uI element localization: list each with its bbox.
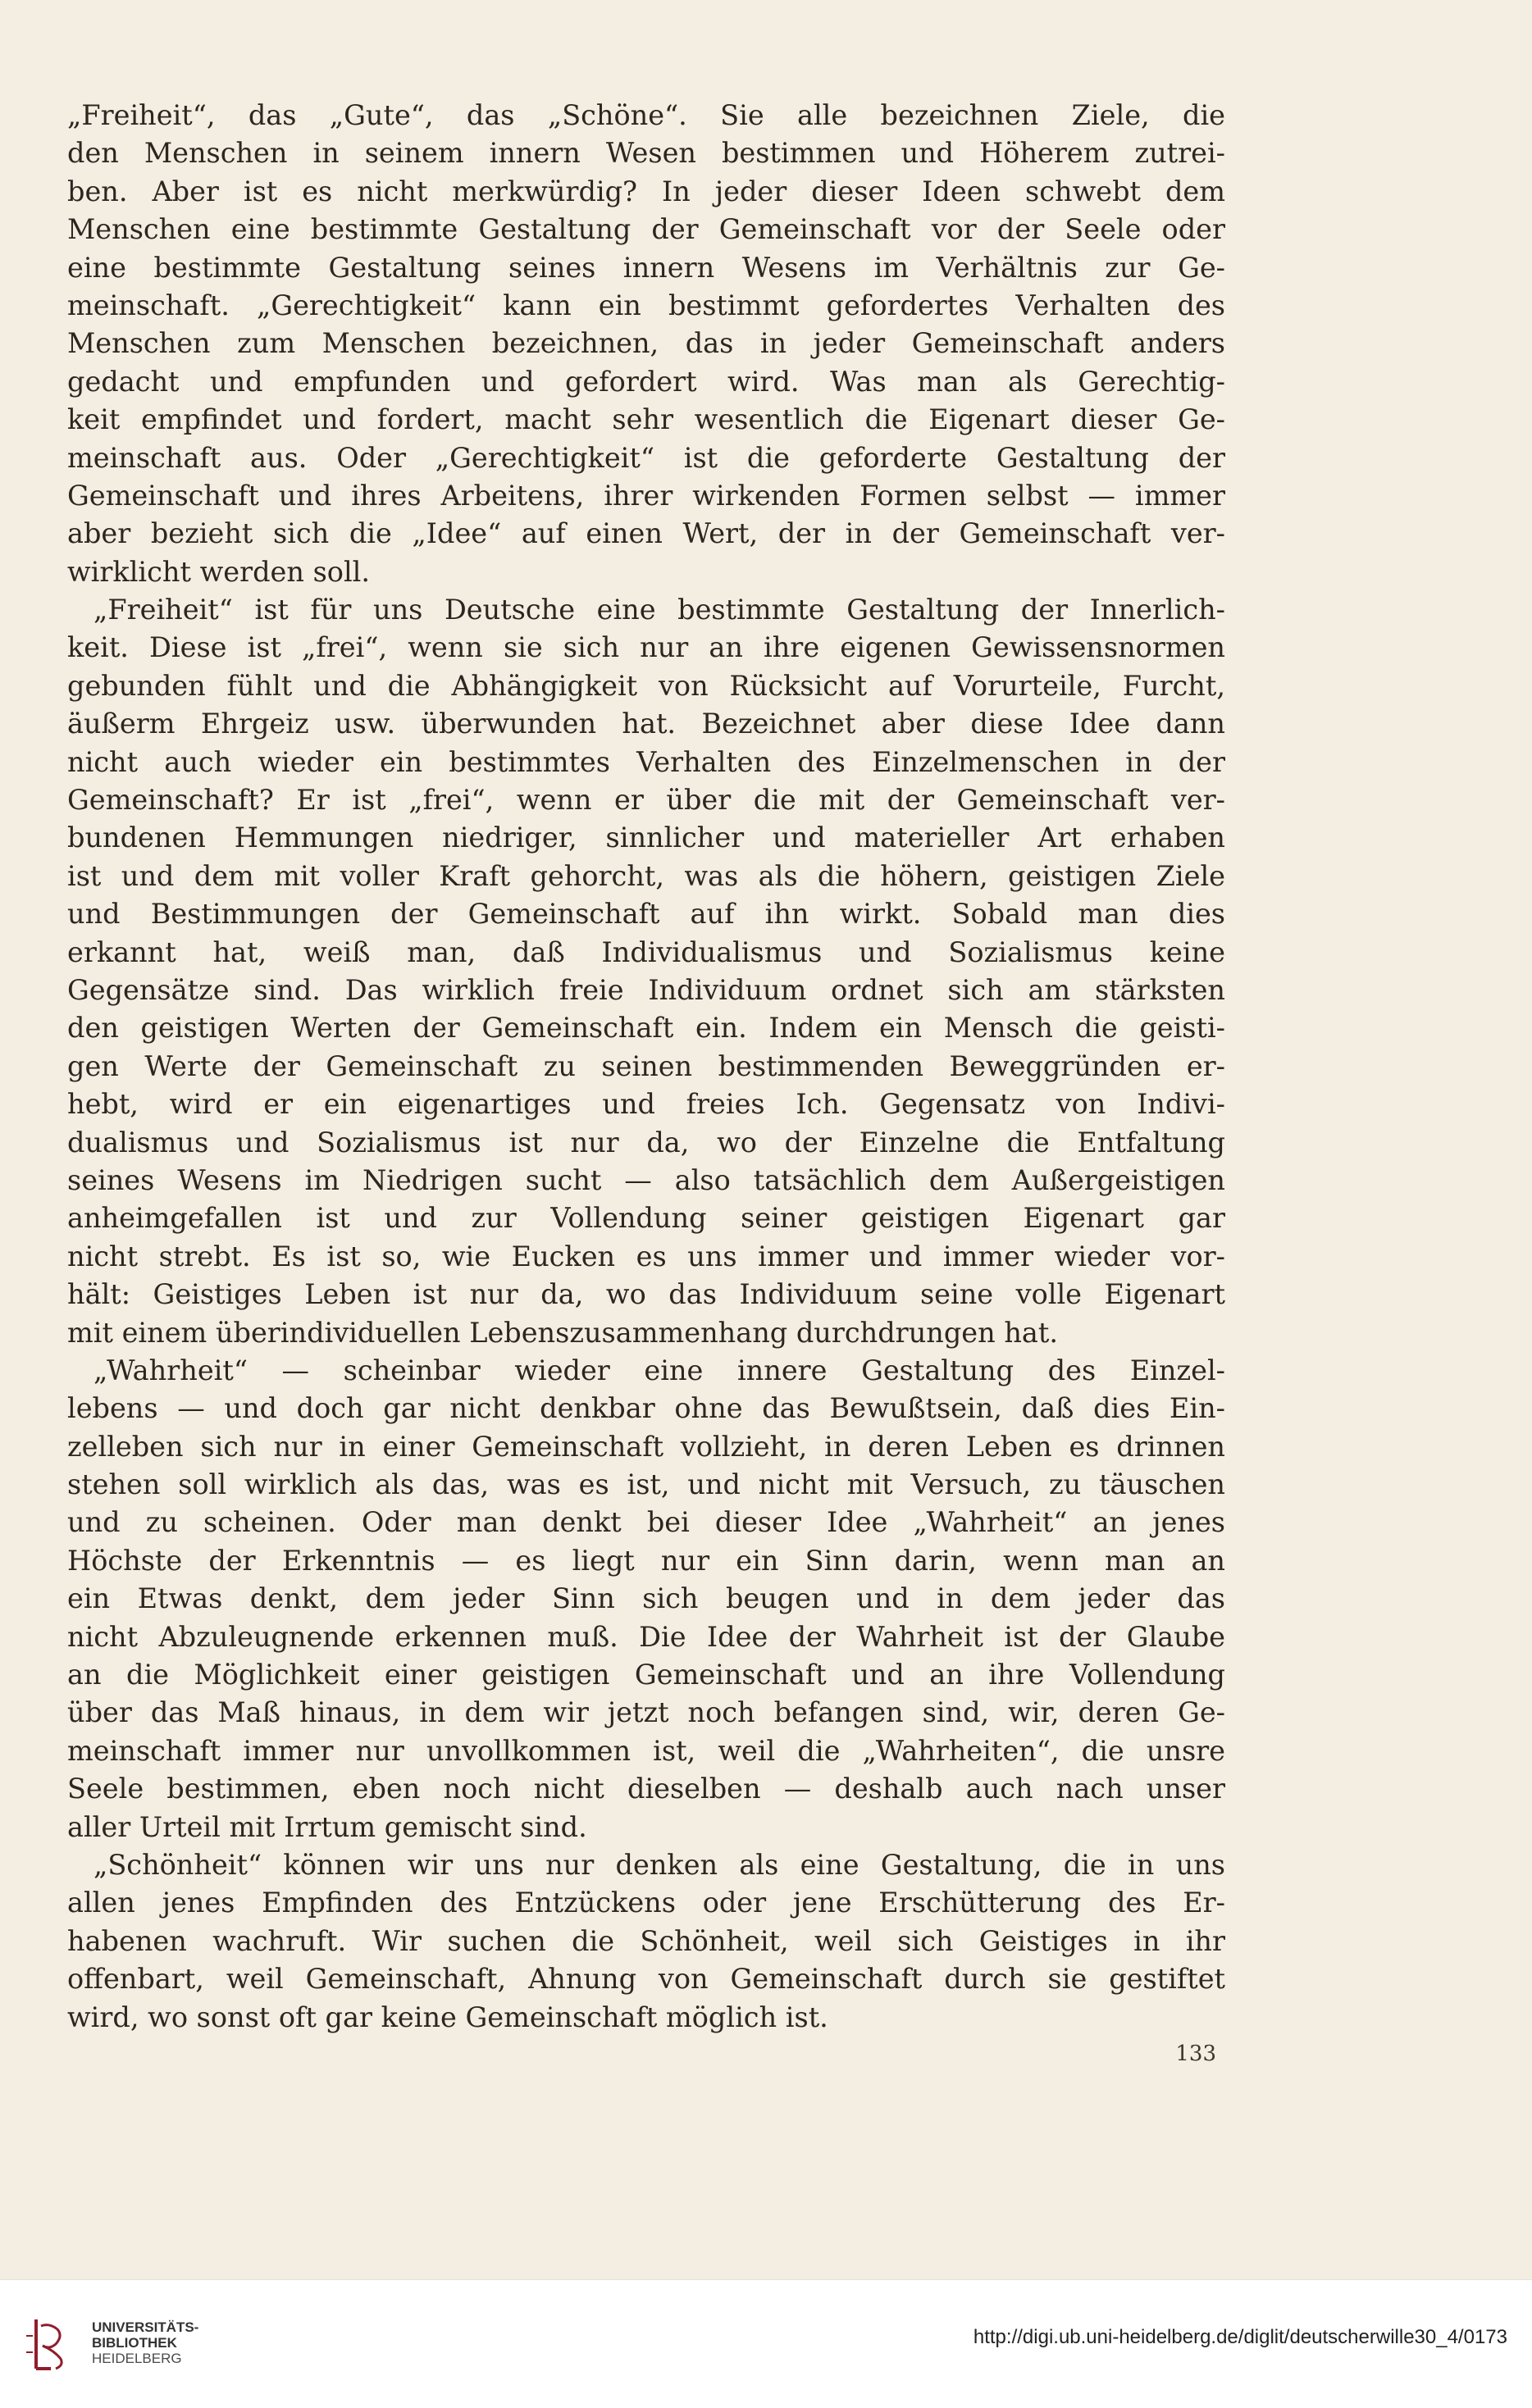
text-line: allen jenes Empfinden des Entzückens oder jene Erschütterung des Er- bbox=[67, 1887, 1225, 1919]
text-line: nicht auch wieder ein bestimmtes Verhalten des Einzelmenschen in der bbox=[67, 745, 1225, 778]
text-line: eine bestimmte Gestaltung seines innern Wesens im Verhältnis zur Ge- bbox=[67, 251, 1225, 284]
text-line: Menschen zum Menschen bezeichnen, das in jeder Gemeinschaft anders bbox=[67, 327, 1225, 360]
text-line: mit einem überindividuellen Lebenszusammenhang durchdrungen hat. bbox=[67, 1316, 1058, 1349]
text-line: keit empfindet und fordert, macht sehr wesentlich die Eigenart dieser Ge- bbox=[67, 403, 1225, 436]
text-line: meinschaft aus. Oder „Gerechtigkeit“ ist die geforderte Gestaltung der bbox=[67, 441, 1225, 474]
text-line: Gegensätze sind. Das wirklich freie Individuum ordnet sich am stärksten bbox=[67, 973, 1225, 1006]
text-line: Gemeinschaft und ihres Arbeitens, ihrer wirkenden Formen selbst — immer bbox=[67, 479, 1225, 512]
text-line: habenen wachruft. Wir suchen die Schönheit, weil sich Geistiges in ihr bbox=[67, 1924, 1225, 1957]
text-line: stehen soll wirklich als das, was es ist, und nicht mit Versuch, zu täuschen bbox=[67, 1468, 1225, 1501]
text-line: gedacht und empfunden und gefordert wird. Was man als Gerechtig- bbox=[67, 365, 1225, 398]
text-line: Seele bestimmen, eben noch nicht dieselben — deshalb auch nach unser bbox=[67, 1773, 1225, 1805]
page-number: 133 bbox=[1175, 2042, 1216, 2066]
text-line: meinschaft. „Gerechtigkeit“ kann ein bestimmt gefordertes Verhalten des bbox=[67, 289, 1225, 321]
library-name-line2: BIBLIOTHEK bbox=[92, 2335, 177, 2351]
text-line: seines Wesens im Niedrigen sucht — also tatsächlich dem Außergeistigen bbox=[67, 1163, 1225, 1196]
text-line: offenbart, weil Gemeinschaft, Ahnung von Gemeinschaft durch sie gestiftet bbox=[67, 1963, 1225, 1996]
library-name-line3: HEIDELBERG bbox=[92, 2351, 182, 2366]
text-line: dualismus und Sozialismus ist nur da, wo der Einzelne die Entfaltung bbox=[67, 1126, 1225, 1158]
text-line: und Bestimmungen der Gemeinschaft auf ihn wirkt. Sobald man dies bbox=[67, 898, 1225, 931]
text-line: zelleben sich nur in einer Gemeinschaft vollzieht, in deren Leben es drinnen bbox=[67, 1430, 1225, 1463]
text-line: ein Etwas denkt, dem jeder Sinn sich beugen und in dem jeder das bbox=[67, 1582, 1225, 1615]
text-line: erkannt hat, weiß man, daß Individualismus und Sozialismus keine bbox=[67, 935, 1225, 968]
text-line: hebt, wird er ein eigenartiges und freies Ich. Gegensatz von Indivi- bbox=[67, 1088, 1225, 1121]
text-line: gebunden fühlt und die Abhängigkeit von Rücksicht auf Vorurteile, Furcht, bbox=[67, 669, 1225, 702]
text-line: Gemeinschaft? Er ist „frei“, wenn er über die mit der Gemeinschaft ver- bbox=[67, 784, 1225, 817]
source-url[interactable]: http://digi.ub.uni-heidelberg.de/diglit/deutscherwille30_4/0173 bbox=[973, 2326, 1507, 2348]
text-line: und zu scheinen. Oder man denkt bei dieser Idee „Wahrheit“ an jenes bbox=[67, 1506, 1225, 1539]
text-line: anheimgefallen ist und zur Vollendung seiner geistigen Eigenart gar bbox=[67, 1202, 1225, 1235]
text-line: den geistigen Werten der Gemeinschaft ein. Indem ein Mensch die geisti- bbox=[67, 1012, 1225, 1045]
text-line: aber bezieht sich die „Idee“ auf einen Wert, der in der Gemeinschaft ver- bbox=[67, 517, 1225, 550]
text-line: „Freiheit“ ist für uns Deutsche eine bestimmte Gestaltung der Innerlich- bbox=[93, 594, 1225, 626]
text-line: äußerm Ehrgeiz usw. überwunden hat. Bezeichnet aber diese Idee dann bbox=[67, 708, 1225, 740]
text-line: wirklicht werden soll. bbox=[67, 555, 371, 588]
text-line: Menschen eine bestimmte Gestaltung der Gemeinschaft vor der Seele oder bbox=[67, 213, 1225, 246]
text-line: wird, wo sonst oft gar keine Gemeinschaft möglich ist. bbox=[67, 2001, 828, 2033]
text-line: lebens — und doch gar nicht denkbar ohne das Bewußtsein, daß dies Ein- bbox=[67, 1392, 1225, 1425]
text-line: bundenen Hemmungen niedriger, sinnlicher und materieller Art erhaben bbox=[67, 822, 1225, 854]
text-line: ist und dem mit voller Kraft gehorcht, was als die höhern, geistigen Ziele bbox=[67, 859, 1225, 892]
heidelberg-library-logo bbox=[18, 2311, 85, 2378]
text-line: nicht strebt. Es ist so, wie Eucken es uns immer und immer wieder vor- bbox=[67, 1240, 1225, 1272]
text-line: gen Werte der Gemeinschaft zu seinen bestimmenden Beweggründen er- bbox=[67, 1049, 1225, 1082]
text-line: keit. Diese ist „frei“, wenn sie sich nur an ihre eigenen Gewissensnormen bbox=[67, 631, 1225, 664]
body-text bbox=[67, 97, 1225, 2037]
text-line: ben. Aber ist es nicht merkwürdig? In jeder dieser Ideen schwebt dem bbox=[67, 175, 1225, 207]
library-name bbox=[92, 2319, 198, 2366]
text-line: an die Möglichkeit einer geistigen Gemeinschaft und an ihre Vollendung bbox=[67, 1659, 1225, 1691]
text-line: nicht Abzuleugnende erkennen muß. Die Idee der Wahrheit ist der Glaube bbox=[67, 1620, 1225, 1653]
text-line: „Freiheit“, das „Gute“, das „Schöne“. Sie alle bezeichnen Ziele, die bbox=[67, 99, 1225, 131]
text-line: „Schönheit“ können wir uns nur denken als eine Gestaltung, die in uns bbox=[93, 1848, 1225, 1881]
library-name-line1: UNIVERSITÄTS- bbox=[92, 2319, 199, 2335]
text-line: hält: Geistiges Leben ist nur da, wo das Individuum seine volle Eigenart bbox=[67, 1278, 1225, 1311]
text-line: über das Maß hinaus, in dem wir jetzt noch befangen sind, wir, deren Ge- bbox=[67, 1696, 1225, 1729]
text-line: Höchste der Erkenntnis — es liegt nur ein Sinn darin, wenn man an bbox=[67, 1544, 1225, 1577]
footer-bar bbox=[0, 2279, 1532, 2408]
text-line: aller Urteil mit Irrtum gemischt sind. bbox=[67, 1810, 587, 1843]
text-line: meinschaft immer nur unvollkommen ist, weil die „Wahrheiten“, die unsre bbox=[67, 1734, 1225, 1767]
text-line: „Wahrheit“ — scheinbar wieder eine innere Gestaltung des Einzel- bbox=[93, 1354, 1225, 1386]
text-line: den Menschen in seinem innern Wesen bestimmen und Höherem zutrei- bbox=[67, 137, 1225, 170]
